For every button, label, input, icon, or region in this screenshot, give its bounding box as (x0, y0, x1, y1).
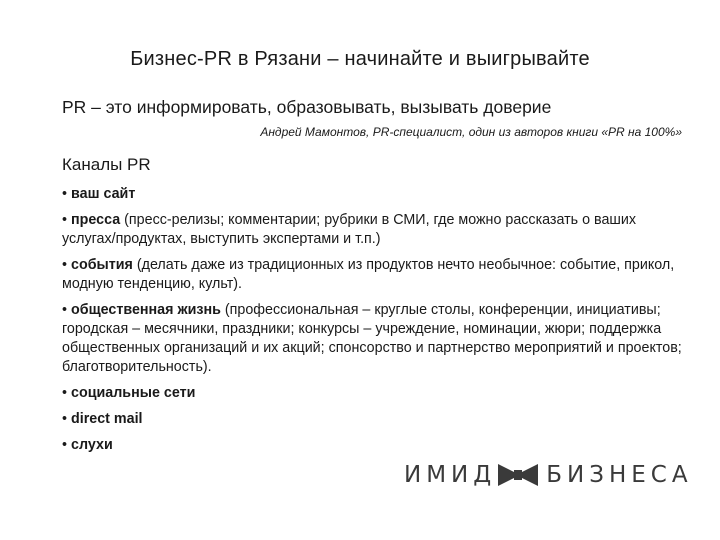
channel-details: (профессиональная – круглые столы, конференции, инициативы; городская – месячники, праздники; конкурсы – учреждение, номинации, жюри; поддержка общественных организаций и их акций; спонсорство и партнерство мероприятий и проектов; благотворительность). (62, 302, 682, 375)
list-item (62, 410, 687, 429)
channel-details: (делать даже из традиционных из продуктов нечто необычное: событие, прикол, модную тенденцию, культ). (62, 257, 675, 292)
logo-right-word: БИЗНЕСА (546, 462, 693, 488)
bullet: • (62, 437, 68, 453)
quote-author: Андрей Мамонтов, PR-специалист, один из авторов книги «PR на 100%» (260, 125, 682, 139)
list-item (62, 384, 687, 403)
list-item (62, 185, 687, 204)
bullet: • (62, 257, 68, 273)
slide-title: Бизнес-PR в Рязани – начинайте и выигрывайте (130, 48, 590, 70)
list-item (62, 436, 687, 455)
channel-name: слухи (71, 437, 113, 453)
bullet: • (62, 186, 68, 202)
logo (404, 461, 693, 489)
channel-name: социальные сети (71, 385, 196, 401)
bullet: • (62, 411, 68, 427)
channel-list (62, 185, 687, 462)
logo-left-word: ИМИД (404, 462, 497, 488)
channel-name: общественная жизнь (71, 302, 221, 318)
bullet: • (62, 302, 68, 318)
bullet: • (62, 212, 68, 228)
list-item (62, 301, 687, 377)
list-item (62, 256, 687, 294)
list-item (62, 211, 687, 249)
quote-text: PR – это информировать, образовывать, вызывать доверие (62, 97, 552, 117)
bowtie-icon (496, 461, 540, 489)
channel-name: пресса (71, 212, 121, 228)
channel-details: (пресс-релизы; комментарии; рубрики в СМИ, где можно рассказать о ваших услугах/продуктах, выступить экспертами и т.п.) (62, 212, 637, 247)
channel-name: direct mail (71, 411, 143, 427)
channel-name: события (71, 257, 133, 273)
bullet: • (62, 385, 68, 401)
channels-heading: Каналы PR (62, 155, 151, 174)
channel-name: ваш сайт (71, 186, 136, 202)
